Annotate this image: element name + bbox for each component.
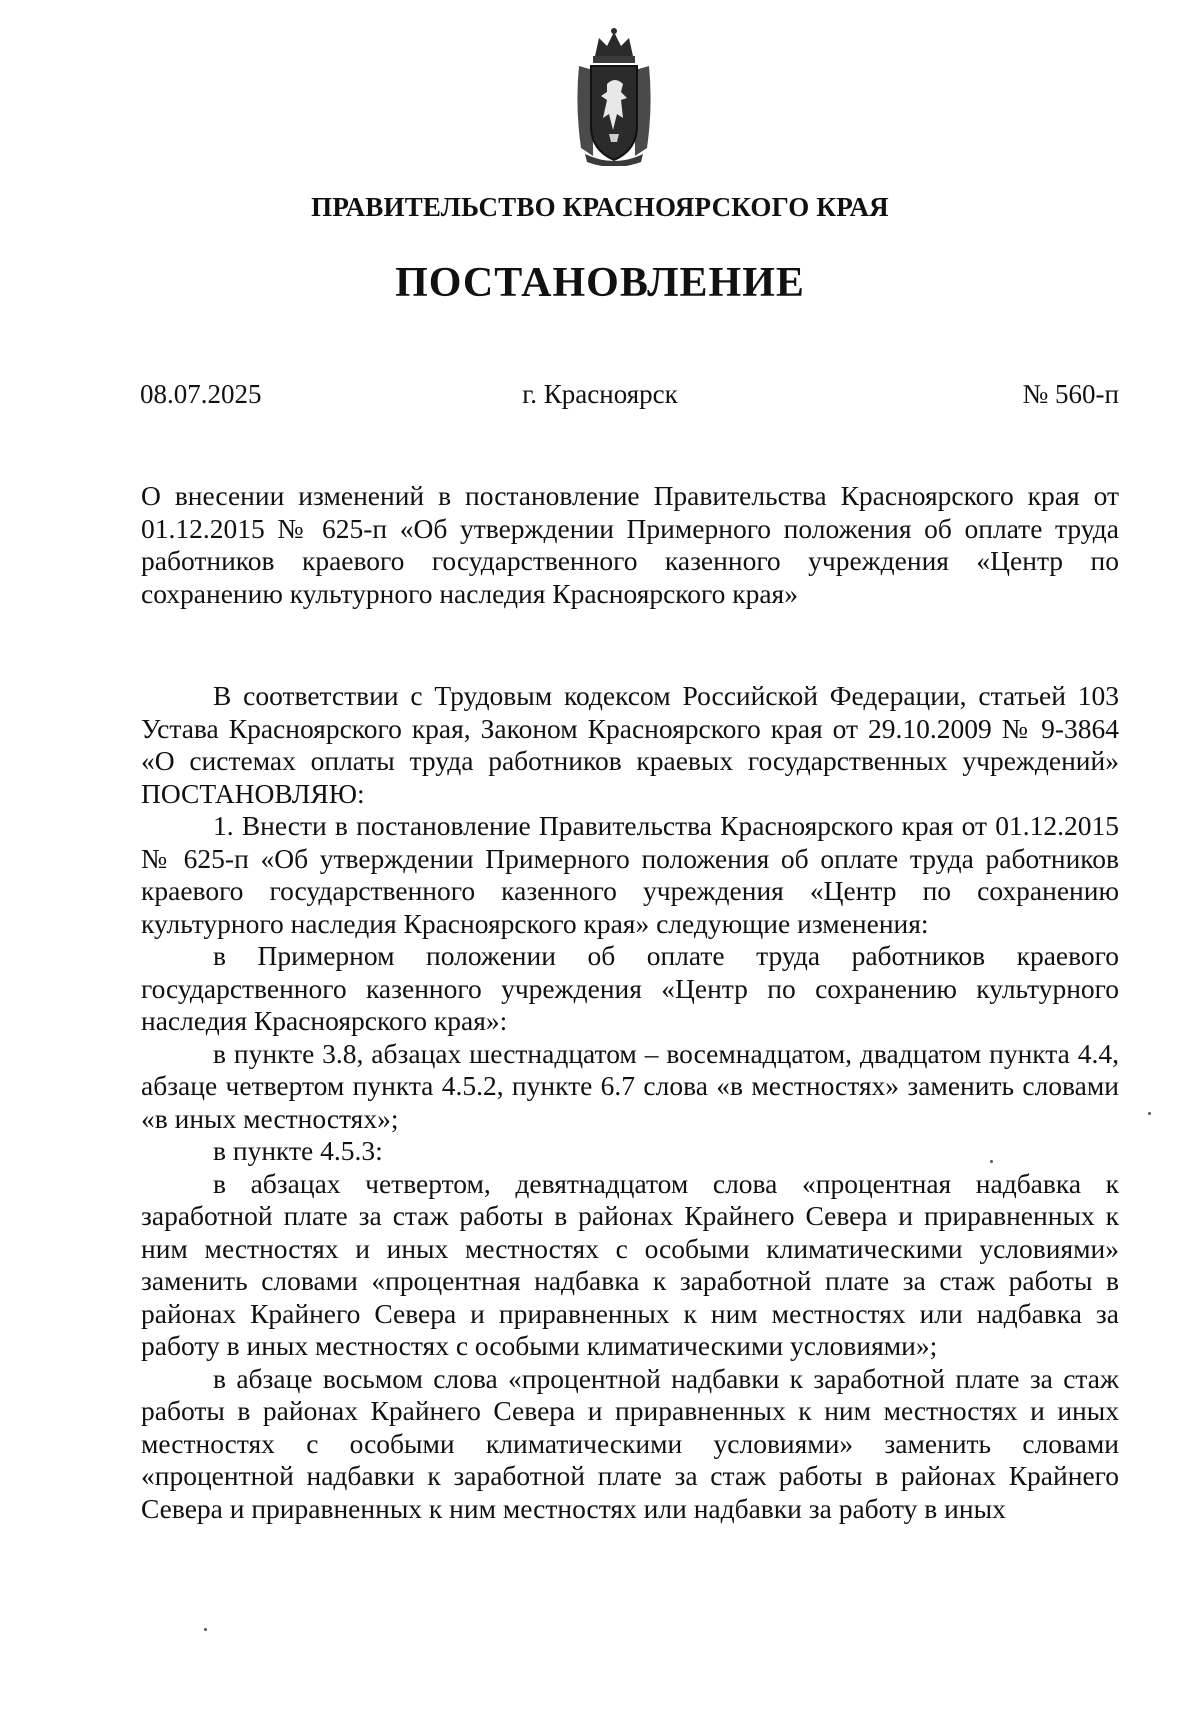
document-date: 08.07.2025 — [140, 379, 262, 409]
scan-speck — [990, 1160, 993, 1163]
body-paragraph: в абзаце восьмом слова «процентной надбавки к заработной плате за стаж работы в районах Крайнего Севера и приравненных к ним местностях и иных местностях с особыми климатическими условиями» заменить словами «процентной надбавки к заработной плате за стаж работы в районах Крайнего Севера и приравненных к ним местностях или надбавки за работу в иных — [141, 1362, 1119, 1524]
coat-of-arms-icon — [571, 26, 657, 166]
body-paragraph: 1. Внести в постановление Правительства Красноярского края от 01.12.2015 № 625-п «Об утверждении Примерного положения об оплате труда работников краевого государственного казенного учреждения «Центр по сохранению культурного наследия Красноярского края» следующие изменения: — [141, 810, 1119, 939]
body-paragraph: в пункте 3.8, абзацах шестнадцатом – восемнадцатом, двадцатом пункта 4.4, абзаце четвертом пункта 4.5.2, пункте 6.7 слова «в местностях» заменить словами «в иных местностях»; — [141, 1037, 1119, 1134]
scan-speck — [204, 1628, 207, 1631]
document-number: № 560-п — [1022, 379, 1119, 409]
document-city: г. Красноярск — [522, 379, 678, 409]
body-paragraph: в Примерном положении об оплате труда работников краевого государственного казенного учреждения «Центр по сохранению культурного наследия Красноярского края»: — [141, 940, 1119, 1036]
body-paragraph: В соответствии с Трудовым кодексом Российской Федерации, статьей 103 Устава Красноярского края, Законом Красноярского края от 29.10.2009 № 9-3864 «О системах оплаты труда работников краевых государственных учреждений» ПОСТАНОВЛЯЮ: — [141, 680, 1119, 809]
document-type-title: ПОСТАНОВЛЕНИЕ — [395, 260, 805, 306]
document-subject: О внесении изменений в постановление Правительства Красноярского края от 01.12.2015 № 625-п «Об утверждении Примерного положения об оплате труда работников краевого государственного казенного учреждения «Центр по сохранению культурного наследия Красноярского края» — [141, 480, 1119, 609]
organization-name: ПРАВИТЕЛЬСТВО КРАСНОЯРСКОГО КРАЯ — [311, 192, 889, 222]
document-body — [141, 680, 1119, 1525]
body-paragraph: в абзацах четвертом, девятнадцатом слова «процентная надбавка к заработной плате за стаж работы в районах Крайнего Севера и приравненных к ним местностях и иных местностях с особыми климатическими условиями» заменить словами «процентная надбавка к заработной плате за стаж работы в районах Крайнего Севера и приравненных к ним местностях или надбавка за работу в иных местностях с особыми климатическими условиями»; — [141, 1167, 1119, 1361]
scan-speck — [1148, 1112, 1151, 1115]
body-paragraph: в пункте 4.5.3: — [213, 1135, 383, 1166]
